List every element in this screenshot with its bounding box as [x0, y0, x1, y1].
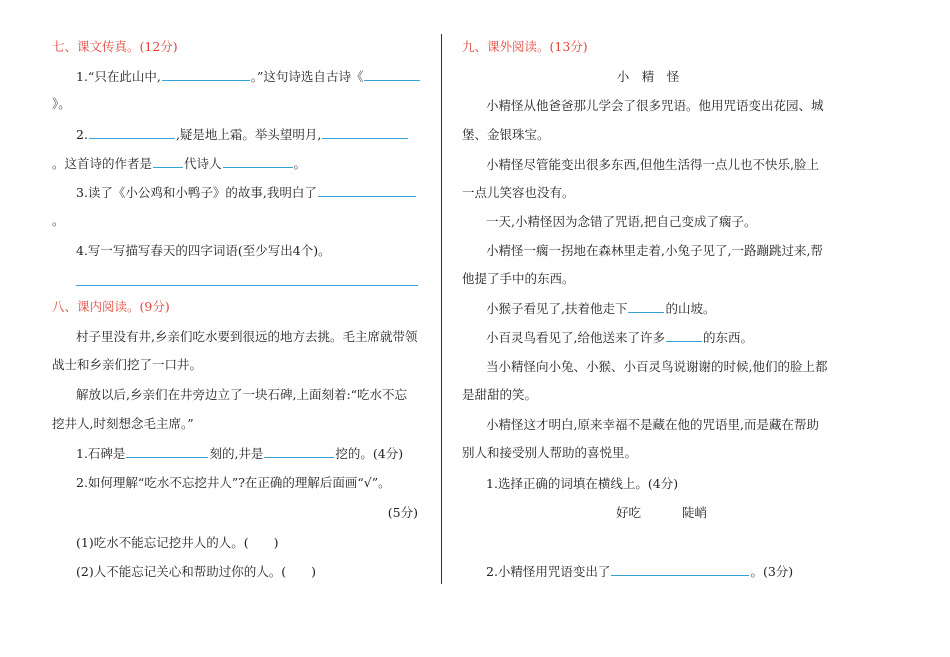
story-line: 小精怪从他爸爸那儿学会了很多咒语。他用咒语变出花园、城	[486, 98, 824, 113]
story-line-blank: 小百灵鸟看见了,给他送来了许多 的东西。	[486, 330, 753, 345]
story-line: 小精怪这才明白,原来幸福不是藏在他的咒语里,而是藏在帮助	[486, 417, 819, 432]
question-7-1-end: 》。	[52, 96, 71, 111]
question-9-1: 1.选择正确的词填在横线上。(4分)	[486, 476, 679, 491]
answer-blank[interactable]	[322, 127, 408, 139]
question-9-2: 2.小精怪用咒语变出了 。(3分)	[486, 564, 794, 579]
story-line-blank: 小猴子看见了,扶着他走下 的山坡。	[486, 301, 716, 316]
story-line: 一点儿笑容也没有。	[462, 185, 575, 200]
story-line: 当小精怪向小兔、小猴、小百灵鸟说谢谢的时候,他们的脸上都	[486, 359, 828, 374]
story-line: 别人和接受别人帮助的喜悦里。	[462, 445, 638, 460]
answer-blank[interactable]	[126, 446, 208, 458]
question-7-4: 4.写一写描写春天的四字词语(至少写出4个)。	[76, 243, 331, 258]
section-7-title: 七、课文传真。(12分)	[52, 39, 178, 54]
question-7-2-cont: 。这首诗的作者是 代诗人 。	[52, 156, 307, 171]
question-8-1: 1.石碑是 刻的,井是 挖的。(4分)	[76, 446, 404, 461]
answer-blank[interactable]	[264, 446, 334, 458]
passage-8-line: 战士和乡亲们挖了一口井。	[52, 357, 203, 372]
passage-8-line: 挖井人,时刻想念毛主席。”	[52, 416, 194, 431]
answer-blank[interactable]	[611, 564, 749, 576]
story-line: 他提了手中的东西。	[462, 271, 575, 286]
answer-blank[interactable]	[318, 185, 416, 197]
answer-blank[interactable]	[628, 301, 664, 313]
story-line: 小精怪一瘸一拐地在森林里走着,小兔子见了,一路蹦跳过来,帮	[486, 243, 823, 258]
question-7-2: 2. ,疑是地上霜。举头望明月,	[76, 127, 409, 143]
question-7-3-end: 。	[52, 213, 65, 228]
story-line: 小精怪尽管能变出很多东西,但他生活得一点儿也不快乐,脸上	[486, 157, 819, 172]
answer-blank[interactable]	[153, 156, 183, 168]
answer-blank[interactable]	[666, 330, 702, 342]
option-2[interactable]: (2)人不能忘记关心和帮助过你的人。( )	[76, 564, 316, 579]
passage-8-line: 解放以后,乡亲们在井旁边立了一块石碑,上面刻着:“吃水不忘	[76, 387, 408, 402]
story-line: 堡、金银珠宝。	[462, 127, 550, 142]
option-1[interactable]: (1)吃水不能忘记挖井人的人。( )	[76, 535, 279, 550]
question-8-2: 2.如何理解“吃水不忘挖井人”?在正确的理解后面画“√”。	[76, 475, 391, 490]
section-8-title: 八、课内阅读。(9分)	[52, 299, 170, 314]
word-option-2: 陡峭	[682, 505, 708, 520]
answer-blank[interactable]	[162, 69, 250, 81]
answer-blank[interactable]	[223, 156, 293, 168]
story-line: 是甜甜的笑。	[462, 387, 538, 402]
column-divider	[441, 34, 442, 584]
passage-8-line: 村子里没有井,乡亲们吃水要到很远的地方去挑。毛主席就带领	[76, 329, 418, 344]
question-7-1: 1.“只在此山中, 。”这句诗选自古诗《	[76, 69, 421, 85]
answer-blank[interactable]	[364, 69, 420, 81]
story-line: 一天,小精怪因为念错了咒语,把自己变成了瘸子。	[486, 214, 757, 229]
question-8-2-score: (5分)	[387, 505, 418, 520]
story-title: 小 精 怪	[616, 69, 680, 84]
section-9-title: 九、课外阅读。(13分)	[462, 39, 588, 54]
answer-blank[interactable]	[89, 127, 175, 139]
question-7-3: 3.读了《小公鸡和小鸭子》的故事,我明白了	[76, 185, 417, 201]
word-option-1: 好吃	[616, 505, 642, 520]
answer-line[interactable]	[76, 285, 418, 286]
